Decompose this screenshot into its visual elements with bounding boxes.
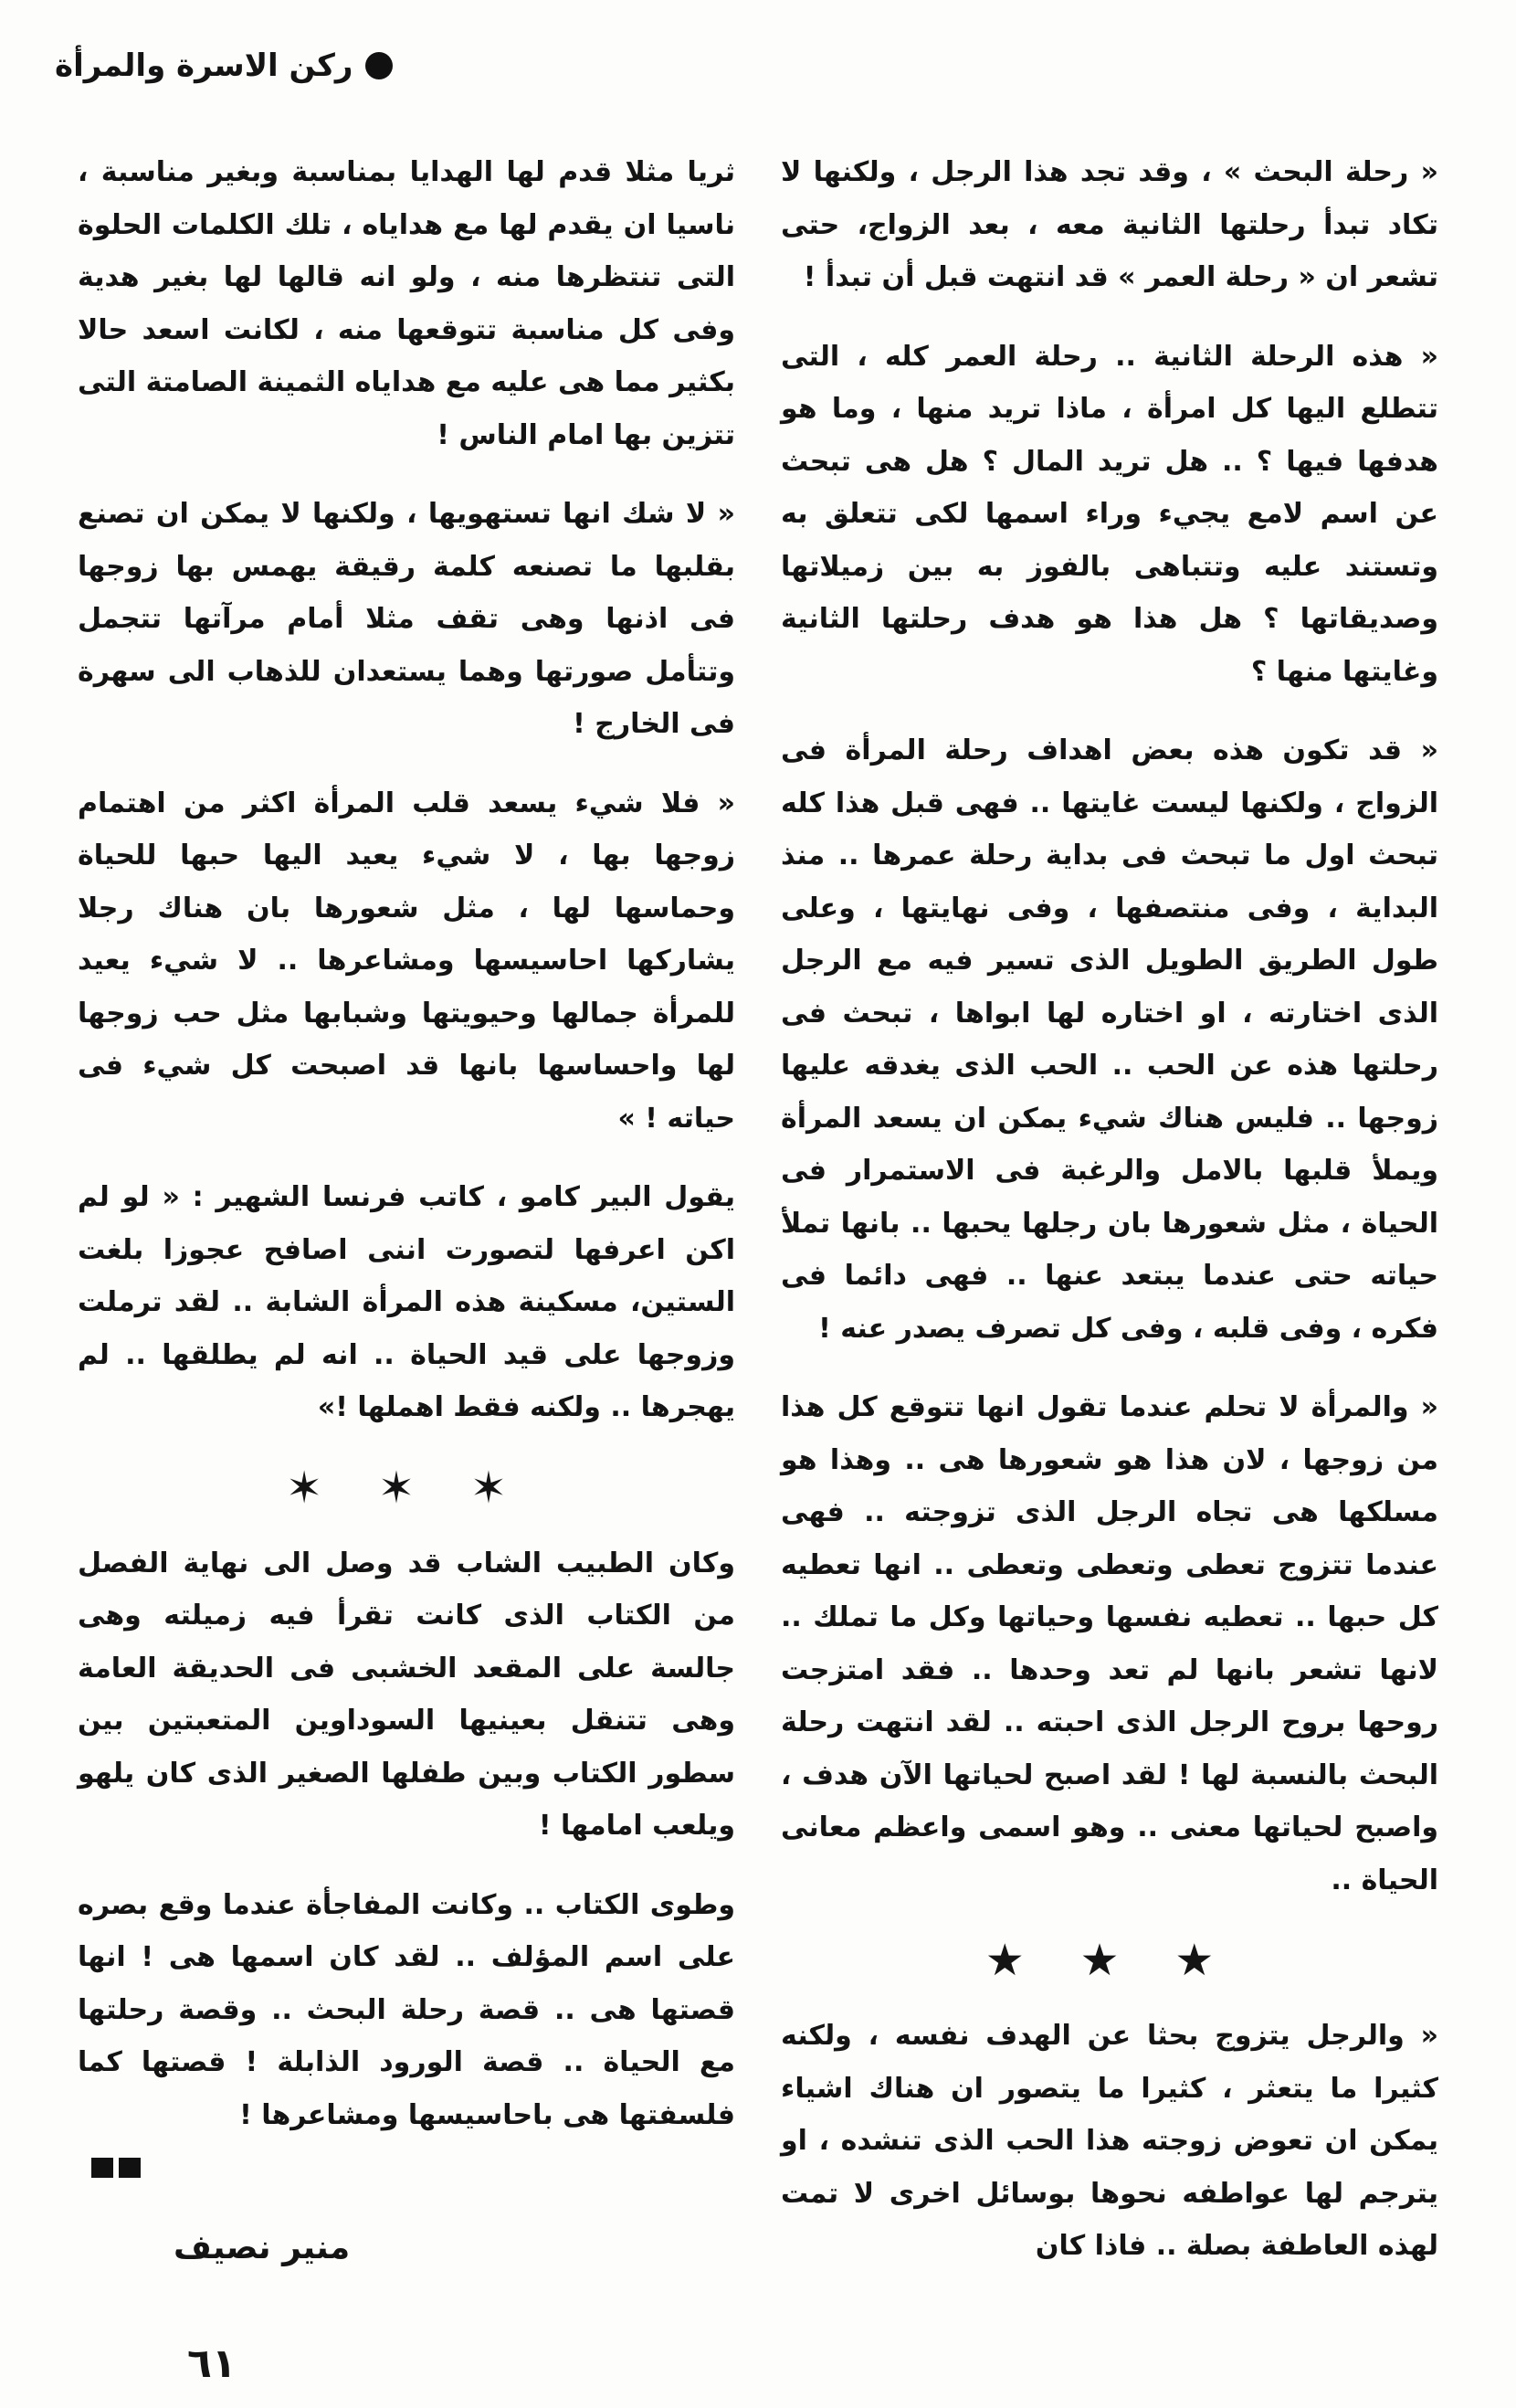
paragraph: « رحلة البحث » ، وقد تجد هذا الرجل ، ولكنها لا تكاد تبدأ رحلتها الثانية معه ، بعد الزواج، حتى تشعر ان « رحلة العمر » قد انتهت قبل أن تبدأ ! [781, 156, 1438, 293]
section-title: ركن الاسرة والمرأة [55, 48, 353, 84]
section-separator: ✶ ✶ ✶ [285, 1462, 528, 1514]
paragraph: « قد تكون هذه بعض اهداف رحلة المرأة فى الزواج ، ولكنها ليست غايتها .. فهى قبل هذا كله تبحث اول ما تبحث فى بداية رحلة عمرها .. منذ البداية ، وفى منتصفها ، وفى نهايتها ، وعلى طول الطريق الطويل الذى تسير فيه مع الرجل الذى اختارته ، او اختاره لها ابواها ، تبحث فى رحلتها هذه عن الحب .. الحب الذى يغدقه عليها زوجها .. فليس هناك شيء يمكن ان يسعد المرأة ويملأ قلبها بالامل والرغبة فى الاستمرار فى الحياة ، مثل شعورها بان رجلها يحبها .. بانها تملأ حياته حتى عندما يبتعد عنها .. فهى دائما فى فكره ، وفى قلبه ، وفى كل تصرف يصدر عنه ! [781, 734, 1438, 1345]
paragraph: وطوى الكتاب .. وكانت المفاجأة عندما وقع بصره على اسم المؤلف .. لقد كان اسمها هى ! انها قصتها هى .. قصة رحلة البحث .. وقصة رحلتها مع الحياة .. قصة الورود الذابلة ! قصتها كما فلسفتها هى باحاسيسها ومشاعرها ! [78, 1888, 735, 2131]
paragraph: وكان الطبيب الشاب قد وصل الى نهاية الفصل من الكتاب الذى كانت تقرأ فيه زميلته وهى جالسة على المقعد الخشبى فى الحديقة العامة وهى تتنقل بعينيها السوداوين المتعبتين بين سطور الكتاب وبين طفلها الصغير الذى كان يلهو ويلعب امامها ! [78, 1547, 735, 1842]
page-number: ٦١ [187, 2340, 237, 2387]
paragraph: يقول البير كامو ، كاتب فرنسا الشهير : « لو لم اكن اعرفها لتصورت اننى اصافح عجوزا بلغت الستين، مسكينة هذه المرأة الشابة .. لقد ترملت وزوجها على قيد الحياة .. انه لم يطلقها .. لم يهجرها .. ولكنه فقط اهملها !» [78, 1181, 735, 1423]
square-icon [119, 2158, 141, 2178]
end-of-article-icon [91, 2158, 141, 2178]
author-name: منير نصيف [174, 2229, 351, 2266]
left-column [78, 146, 735, 2168]
paragraph: « والرجل يتزوج بحثا عن الهدف نفسه ، ولكنه كثيرا ما يتعثر ، كثيرا ما يتصور ان هناك اشياء يمكن ان تعوض زوجته هذا الحب الذى تنشده ، او يترجم لها عواطفه نحوها بوسائل اخرى لا تمت لهذه العاطفة بصلة .. فاذا كان [781, 2020, 1438, 2262]
paragraph: ثريا مثلا قدم لها الهدايا بمناسبة وبغير مناسبة ، ناسيا ان يقدم لها مع هداياه ، تلك الكلمات الحلوة التى تنتظرها منه ، ولو انه قالها لها بغير هدية وفى كل مناسبة تتوقعها منه ، لكانت اسعد حالا بكثير مما هى عليه مع هداياه الثمينة الصامتة التى تتزين بها امام الناس ! [78, 156, 735, 451]
section-header [55, 48, 393, 84]
right-column [781, 146, 1438, 2299]
square-icon [91, 2158, 113, 2178]
paragraph: « والمرأة لا تحلم عندما تقول انها تتوقع كل هذا من زوجها ، لان هذا هو شعورها هى .. وهذا هو مسلكها هى تجاه الرجل الذى تزوجته .. فهى عندما تتزوج تعطى وتعطى وتعطى .. انها تعطيه كل حبها .. تعطيه نفسها وحياتها وكل ما تملك .. لانها تشعر بانها لم تعد وحدها .. فقد امتزجت روحها بروح الرجل الذى احبته .. لقد انتهت رحلة البحث بالنسبة لها ! لقد اصبح لحياتها الآن هدف ، واصبح لحياتها معنى .. وهو اسمى واعظم معانى الحياة .. [781, 1391, 1438, 1896]
paragraph: « لا شك انها تستهويها ، ولكنها لا يمكن ان تصنع بقلبها ما تصنعه كلمة رقيقة يهمس بها زوجها فى اذنها وهى تقف مثلا أمام مرآتها تتجمل وتتأمل صورتها وهما يستعدان للذهاب الى سهرة فى الخارج ! [78, 498, 735, 740]
bullet-icon [365, 52, 393, 79]
paragraph: « فلا شيء يسعد قلب المرأة اكثر من اهتمام زوجها بها ، لا شيء يعيد اليها حبها للحياة وحماسها لها ، مثل شعورها بان هناك رجلا يشاركها احاسيسها ومشاعرها .. لا شيء يعيد للمرأة جمالها وحيويتها وشبابها مثل حب زوجها لها واحساسها بانها قد اصبحت كل شيء فى حياته ! » [78, 787, 735, 1135]
paragraph: « هذه الرحلة الثانية .. رحلة العمر كله ، التى تتطلع اليها كل امرأة ، ماذا تريد منها ، وما هو هدفها فيها ؟ .. هل تريد المال ؟ هل هى تبحث عن اسم لامع يجيء وراء اسمها لكى تتعلق به وتستند عليه وتتباهى بالفوز به بين زميلاتها وصديقاتها ؟ هل هذا هو هدف رحلتها الثانية وغايتها منها ؟ [781, 340, 1438, 688]
section-separator: ★ ★ ★ [984, 1935, 1235, 1986]
